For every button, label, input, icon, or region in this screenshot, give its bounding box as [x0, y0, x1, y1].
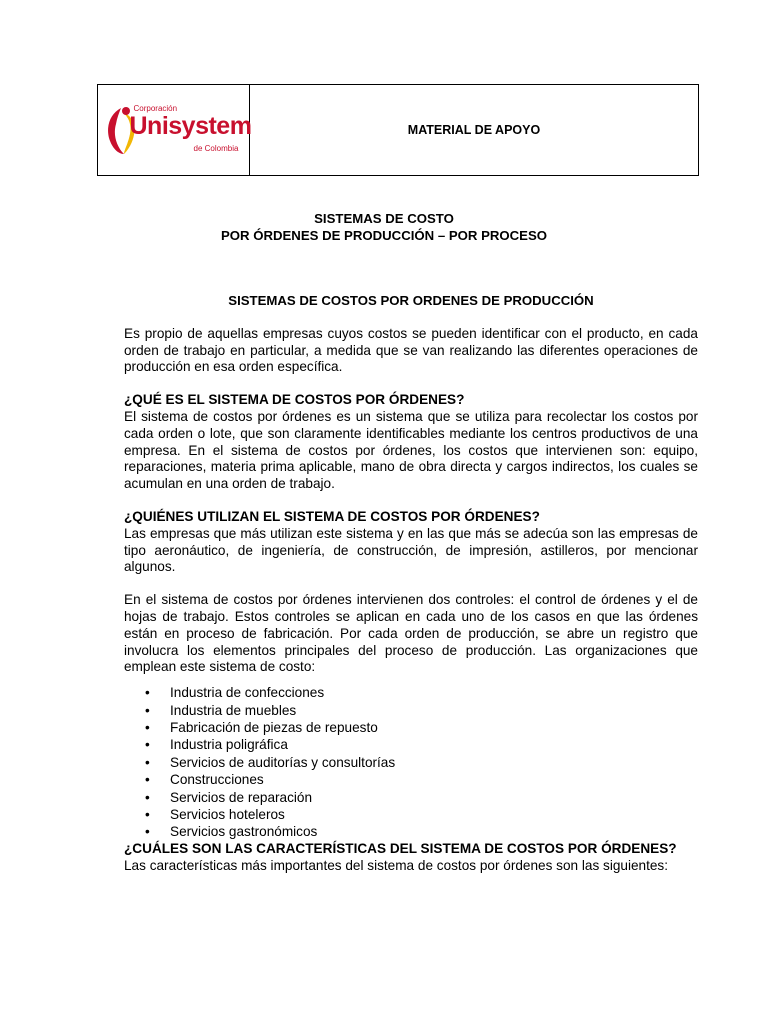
list-item: • Industria poligráfica	[124, 736, 698, 753]
list-item: • Servicios de auditorías y consultorías	[124, 754, 698, 771]
question-heading-3: ¿CUÁLES SON LAS CARACTERÍSTICAS DEL SISTEMA DE COSTOS POR ÓRDENES?	[124, 840, 677, 856]
header-table	[97, 84, 699, 176]
answer-paragraph-1: El sistema de costos por órdenes es un sistema que se utiliza para recolectar los costos por cada orden o lote, que son claramente identificables mediante los centros productivos de una empresa. En el sistema de costos por órdenes, los costos que intervienen son: equipo, reparaciones, materia prima aplicable, mano de obra directa y cargos indirectos, los cuales se acumulan en una orden de trabajo.	[124, 408, 698, 492]
document-body	[124, 293, 698, 874]
list-item: • Fabricación de piezas de repuesto	[124, 719, 698, 736]
unisystem-logo	[104, 102, 252, 158]
question-heading-1: ¿QUÉ ES EL SISTEMA DE COSTOS POR ÓRDENES?	[124, 392, 465, 408]
document-title	[0, 210, 768, 244]
section-title: SISTEMAS DE COSTOS POR ORDENES DE PRODUCCIÓN	[228, 293, 594, 308]
title-line-1: SISTEMAS DE COSTO	[314, 211, 454, 226]
list-item: • Servicios gastronómicos	[124, 823, 698, 840]
title-line-2: POR ÓRDENES DE PRODUCCIÓN – POR PROCESO	[220, 228, 548, 243]
answer-paragraph-2: Las empresas que más utilizan este sistema y en las que más se adecúa son las empresas de tipo aeronáutico, de ingeniería, de construcción, de impresión, astilleros, por mencionar algunos.	[124, 525, 698, 575]
organizations-list	[124, 684, 698, 841]
header-title: MATERIAL DE APOYO	[407, 123, 541, 137]
question-heading-2: ¿QUIÉNES UTILIZAN EL SISTEMA DE COSTOS POR ÓRDENES?	[124, 508, 540, 524]
logo-corp-text: Corporación	[133, 104, 178, 113]
logo-cell	[98, 85, 250, 175]
controls-paragraph: En el sistema de costos por órdenes intervienen dos controles: el control de órdenes y el de hojas de trabajo. Estos controles se aplican en cada uno de los casos en que las órdenes están en proceso de fabricación. Por cada orden de producción, se abre un registro que involucra los elementos principales del proceso de producción. Las organizaciones que emplean este sistema de costo:	[124, 592, 698, 675]
list-item: • Industria de muebles	[124, 702, 698, 719]
logo-brand-text: Unisystem	[129, 112, 252, 140]
list-item: • Industria de confecciones	[124, 684, 698, 701]
list-item: • Construcciones	[124, 771, 698, 788]
list-item: • Servicios de reparación	[124, 789, 698, 806]
logo-sub-text: de Colombia	[193, 144, 239, 153]
list-item: • Servicios hoteleros	[124, 806, 698, 823]
answer-paragraph-3: Las características más importantes del sistema de costos por órdenes son las siguientes:	[124, 857, 669, 873]
intro-paragraph: Es propio de aquellas empresas cuyos costos se pueden identificar con el producto, en cada orden de trabajo en particular, a medida que se van realizando las diferentes operaciones de producción en esa orden específica.	[124, 325, 698, 375]
